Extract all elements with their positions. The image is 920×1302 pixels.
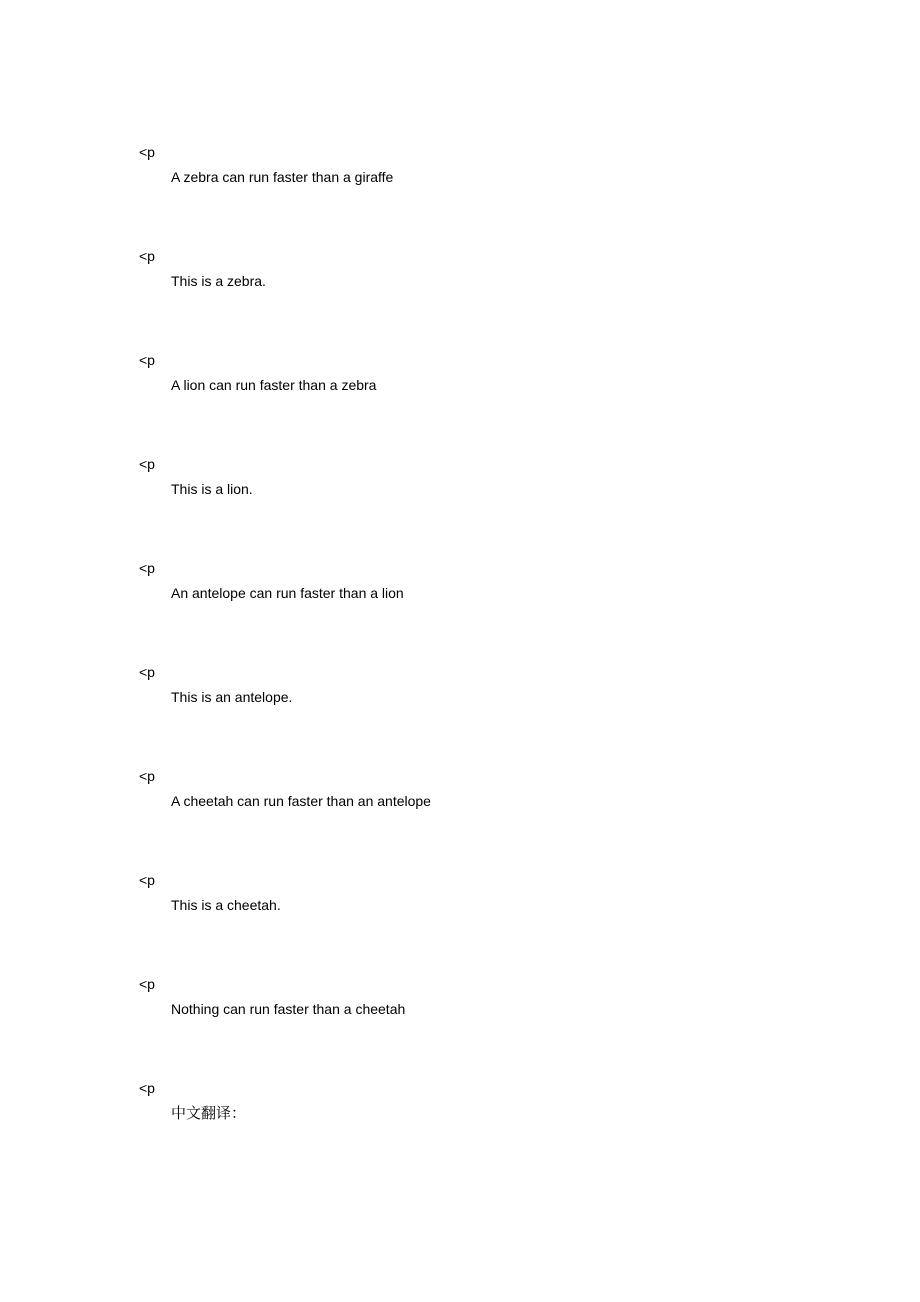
paragraph-tag: <p bbox=[139, 560, 155, 576]
paragraph-entry bbox=[139, 143, 839, 186]
paragraph-tag: <p bbox=[139, 144, 155, 160]
paragraph-text: A zebra can run faster than a giraffe bbox=[171, 169, 394, 185]
paragraph-text: Nothing can run faster than a cheetah bbox=[171, 1001, 406, 1017]
paragraph-tag: <p bbox=[139, 1080, 155, 1096]
paragraph-text: 中文翻译： bbox=[171, 1104, 247, 1122]
paragraph-entry bbox=[139, 1079, 839, 1122]
paragraph-text: This is a cheetah. bbox=[171, 897, 281, 913]
paragraph-text: An antelope can run faster than a lion bbox=[171, 585, 404, 601]
paragraph-entry bbox=[139, 247, 839, 290]
paragraph-entry bbox=[139, 455, 839, 498]
paragraph-entry bbox=[139, 871, 839, 914]
paragraph-tag: <p bbox=[139, 768, 155, 784]
paragraph-tag: <p bbox=[139, 664, 155, 680]
paragraph-tag: <p bbox=[139, 248, 155, 264]
paragraph-entry bbox=[139, 663, 839, 706]
paragraph-tag: <p bbox=[139, 352, 155, 368]
paragraph-entry bbox=[139, 975, 839, 1018]
paragraph-text: This is a lion. bbox=[171, 481, 253, 497]
paragraph-tag: <p bbox=[139, 872, 155, 888]
paragraph-text: This is a zebra. bbox=[171, 273, 266, 289]
paragraph-entry bbox=[139, 351, 839, 394]
paragraph-entry bbox=[139, 767, 839, 810]
paragraph-tag: <p bbox=[139, 976, 155, 992]
paragraph-text: A lion can run faster than a zebra bbox=[171, 377, 377, 393]
paragraph-entry bbox=[139, 559, 839, 602]
paragraph-text: This is an antelope. bbox=[171, 689, 293, 705]
paragraph-tag: <p bbox=[139, 456, 155, 472]
paragraph-text: A cheetah can run faster than an antelope bbox=[171, 793, 431, 809]
